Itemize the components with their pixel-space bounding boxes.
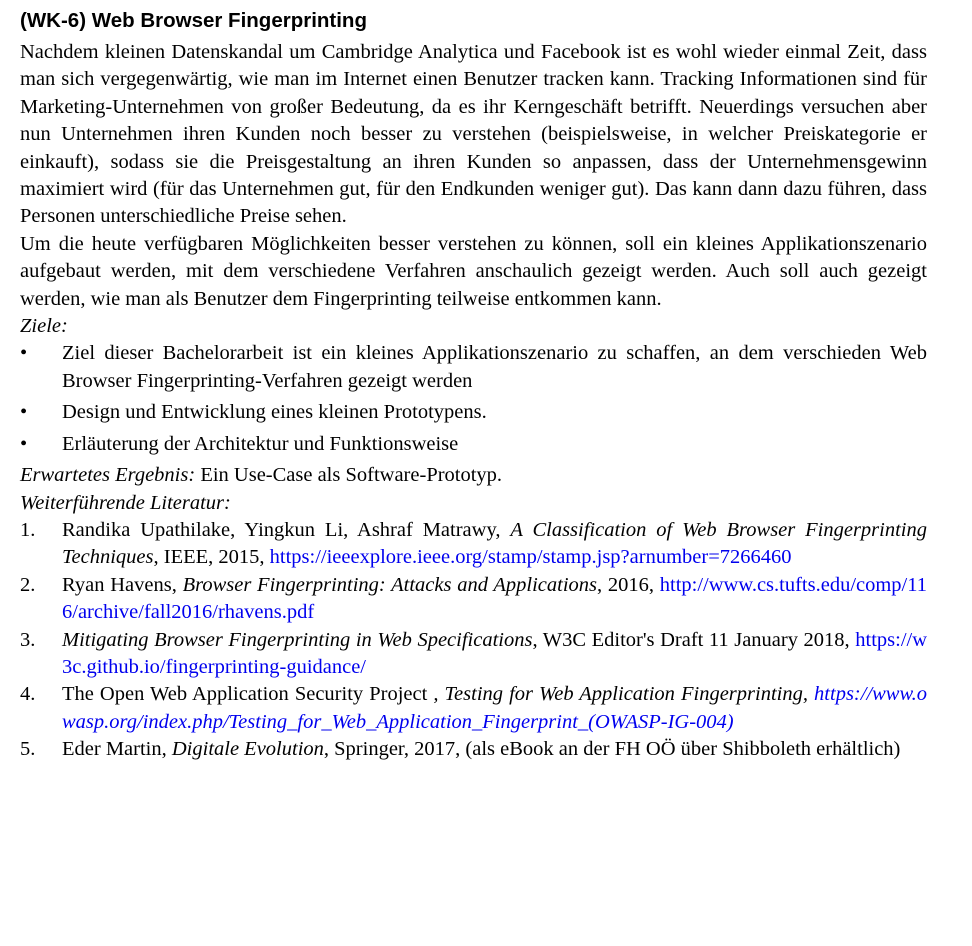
reference-number: 2. xyxy=(20,573,36,596)
goal-text: Ziel dieser Bachelorarbeit ist ein kleines Applikationszenario zu schaffen, an dem verschieden Web Browser Fingerprinting-Verfahren gezeigt werden xyxy=(62,342,927,392)
reference-link[interactable]: https://w3c.github.io/fingerprinting-guidance/ xyxy=(62,628,928,678)
reference-details: , W3C Editor's Draft 11 January 2018, xyxy=(532,628,856,651)
bullet-icon: • xyxy=(20,401,28,424)
reference-title: Mitigating Browser Fingerprinting in Web Specifications xyxy=(62,628,533,651)
reference-title: Testing for Web Application Fingerprinting, xyxy=(444,683,815,706)
expected-result-text: Ein Use-Case als Software-Prototyp. xyxy=(195,464,503,487)
goal-item xyxy=(20,340,927,395)
reference-item xyxy=(20,627,927,682)
reference-item xyxy=(20,681,927,736)
bullet-icon: • xyxy=(20,432,28,455)
reference-authors: Ryan Havens, xyxy=(62,573,183,596)
reference-number: 4. xyxy=(20,683,36,706)
reference-title: Digitale Evolution xyxy=(171,738,324,761)
reference-link[interactable]: https://www.owasp.org/index.php/Testing_for_Web_Application_Fingerprint_(OWASP-IG-004) xyxy=(62,683,928,733)
reference-authors: Eder Martin, xyxy=(62,738,172,761)
reference-item xyxy=(20,572,927,627)
reference-details: , IEEE, 2015, xyxy=(153,546,270,569)
reference-separator: , xyxy=(427,683,445,706)
goals-list xyxy=(20,340,927,458)
goal-text: Erläuterung der Architektur und Funktionsweise xyxy=(62,432,459,455)
document-page xyxy=(20,6,927,764)
reference-authors: Randika Upathilake, Yingkun Li, Ashraf Matrawy, xyxy=(62,518,511,541)
reference-details: , 2016, xyxy=(597,573,660,596)
reference-link[interactable]: https://ieeexplore.ieee.org/stamp/stamp.jsp?arnumber=7266460 xyxy=(269,546,792,569)
document-title: (WK-6) Web Browser Fingerprinting xyxy=(20,9,367,32)
goal-item xyxy=(20,399,927,426)
literature-label: Weiterführende Literatur: xyxy=(20,491,231,514)
reference-title: A Classification of Web Browser Fingerprinting Techniques xyxy=(62,518,927,569)
expected-result xyxy=(20,462,927,489)
reference-item xyxy=(20,517,927,572)
reference-authors: The Open Web Application Security Project xyxy=(62,683,428,706)
reference-number: 5. xyxy=(20,738,36,761)
reference-number: 3. xyxy=(20,628,36,651)
reference-details: , Springer, 2017, (als eBook an der FH OÖ über Shibboleth erhältlich) xyxy=(323,738,901,761)
goals-label: Ziele: xyxy=(20,315,68,338)
reference-link[interactable]: http://www.cs.tufts.edu/comp/116/archive/fall2016/rhavens.pdf xyxy=(62,573,927,624)
expected-result-label: Erwartetes Ergebnis: xyxy=(20,464,196,487)
reference-title: Browser Fingerprinting: Attacks and Applications xyxy=(182,573,597,596)
bullet-icon: • xyxy=(20,342,28,365)
scenario-paragraph: Um die heute verfügbaren Möglichkeiten besser verstehen zu können, soll ein kleines Applikationszenario aufgebaut werden, mit dem verschiedene Verfahren anschaulich gezeigt werden. Auch soll auch gezeigt werden, wie man als Benutzer dem Fingerprinting teilweise entkommen kann. xyxy=(20,232,927,310)
references-list xyxy=(20,517,927,764)
intro-paragraph: Nachdem kleinen Datenskandal um Cambridge Analytica und Facebook ist es wohl wieder einmal Zeit, dass man sich vergegenwärtig, wie man im Internet einen Benutzer tracken kann. Tracking Informationen sind für Marketing-Unternehmen von großer Bedeutung, da es ihr Kerngeschäft betrifft. Neuerdings versuchen aber nun Unternehmen ihren Kunden noch besser zu verstehen (beispielsweise, in welcher Preiskategorie er einkauft), sodass sie die Preisgestaltung an ihren Kunden so anpassen, dass der Unternehmensgewinn maximiert wird (für das Unternehmen gut, für den Endkunden weniger gut). Das kann dann dazu führen, dass Personen unterschiedliche Preise sehen. xyxy=(20,41,927,228)
goal-item xyxy=(20,431,927,458)
reference-item xyxy=(20,736,927,763)
goal-text: Design und Entwicklung eines kleinen Prototypens. xyxy=(62,401,487,424)
reference-number: 1. xyxy=(20,518,36,541)
